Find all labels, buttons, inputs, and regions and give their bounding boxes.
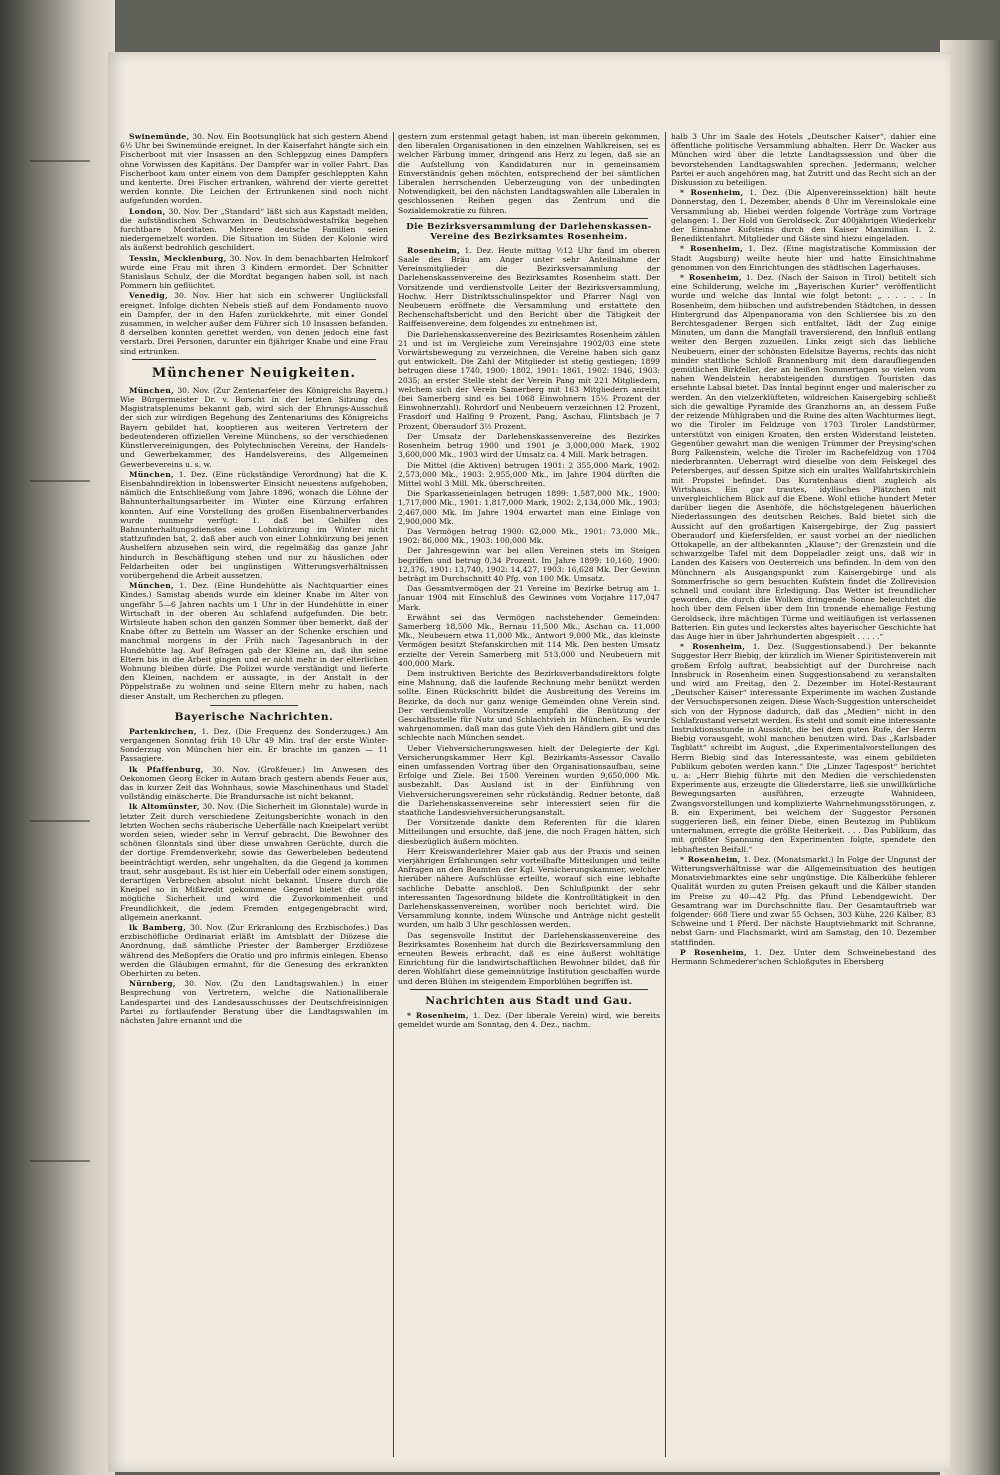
dateline: lk Altomünster, xyxy=(129,802,200,812)
article-paragraph xyxy=(671,948,936,966)
paragraph-text: 1. Dez. (Nach der Saison in Tirol) betitelt sich eine Schilderung, welche im „Bayerischen Kurier“ veröffentlicht wurde und welche das Inntal wie folgt betont: „ . . . . . In Rosenheim, dem hübschen und aufstrebenden Städtchen, in dessen Hintergrund das Alpenpanorama von den Schliersee bis zu den Berchtesgadener Bergen sich entfaltet, lädt der Zug einige Minuten, um dann die Mangfall traversierend, den Innfluß entlang weiter den Bergen zuzueilen. Links zeigt sich das liebliche Neubeuern, einer der schönsten Edelsitze Bayerns, rechts das nicht minder stattliche Schloß Brannenburg mit dem daraufliegenden gemütlichen Birkfeller, der an heißen Sommertagen so vielen vom nahen Wendelstein herabsteigenden durstigen Touristen das ersehnte Labsal bietet. Das Inntal beginnt enger und malerischer zu werden. An den vielzerklüfteten, wildreichen Kaisergebirg schließt sich die gewaltige Pyramide des Granzhorns an, an dessem Fuße der reizende Mühlgraben und die Ruine des alten Wachturmes liegt, wo die Tiroler im Feldzuge von 1703 Tiroler Landstürmer, unterstützt von einigen Kroaten, den ersten Widerstand leisteten. Gegenüber gewahrt man die wenigen Trümmer der Preysing'schen Burg Falkenstein, welche die Tiroler im Rachefeldzug von 1704 niederbrannten. Ueberragt wird dieselbe von dem Felskegel des Petersberges, auf dessen Spitze sich ein uraltes Wallfahrtskirchlein mit Propstei befindet. Das Kuratenhaus dient zugleich als Wirtshaus. Ein gar trautes, idyllisches Plätzchen mit unvergleichlichem Blick auf die Ebene. Wohl etliche hundert Meter darüber liegen die Asenhöfe, die höchstgelegenen bäuerlichen Niederlassungen des deutschen Reiches. Bald bietet sich die Aussicht auf den großartigen Kaisergebirge, der Zug passiert Oberaudorf und Kiefersfelden, er saust vorbei an der niedlichen Ottokapelle, an der altbekannten „Klause“; der Grenzstein und die schwarzgelbe Tafel mit dem Doppeladler zeigt uns, daß wir in Landen des Kaisers von Oesterreich uns befinden. In dem von den Münchnern als Ausgangspunkt zum Kaisergebirge und als Sommerfrische so gern besuchten Kufstein findet die Zollrevision schnell und coulant ihre Erledigung. Das Wetter ist freundlicher geworden, die durch die Wolken dringende Sonne beleuchtet die hoch über dem Felsen über dem Inn tronende ehemalige Festung Geroldseck, ihre mächtigen Türme und weitläufigen ist verlassenen Batterien. Ein gutes und leckerstes altes bayerischer Geschichte hat das Auge hier in über Jahrhunderten abgespielt . . . . .“ xyxy=(671,273,937,641)
paragraph-text: Der Jahresgewinn war bei allen Vereinen stets im Steigen begriffen und betrug 0,34 Prozent. Im Jahre 1899: 10,160, 1900: 12,376, 1901: 13,740, 1902: 14,427, 1903: 16,628 Mk. Der Gewinn beträgt im Durchschnitt 40 Pfg. von 100 Mk. Umsatz. xyxy=(398,546,660,583)
article-paragraph xyxy=(671,642,936,854)
article-paragraph xyxy=(120,291,388,355)
column-right xyxy=(671,132,936,967)
paragraph-text: Ueber Viehversicherungswesen hielt der Delegierte der Kgl. Versicherungskammer Herr Kgl. Bezirkamts-Assessor Cavallo einen umfassenden Vortrag über den Organisationsaufbau, seine Erfolge und Ziele. Bei 1500 Vereinen wurden 9,650,000 Mk. ausbezahlt. Das Ausland ist in der Einführung von Viehversicherungsvereinen sehr rückständig. Redner betonte, daß die Darlehenskassenvereine sehr interessiert seien für die staatliche Landesviehversicherungsanstalt. xyxy=(398,743,660,818)
paragraph-text: Das Vermögen betrug 1900: 62,000 Mk., 1901: 73,000 Mk., 1902: 86,000 Mk., 1903: 100,000 Mk. xyxy=(398,526,660,546)
paragraph-text: Die Darlehenskassenvereine des Bezirksamtes Rosenheim zählen 21 und ist im Vergleiche zum Vereinsjahre 1902/03 eine stete Vorwärtsbewegung zu verzeichnen, die Vereine haben sich ganz gut entwickelt. Die Zahl der Mitglieder ist stetig gestiegen; 1899 betrugen diese 1740, 1900: 1802, 1901: 1861, 1902: 1946, 1903: 2035; an erster Stelle steht der Verein Pang mit 221 Mitgliedern, welchem sich der Verein Samerberg mit 163 Mitgliedern anreiht (bei Samerberg sind es bei 1068 Einwohnern 15⅕ Prozent der Einwohnerzahl). Rohrdorf und Neubeuern verzeichnen 12 Prozent, Frasdorf und Halfing 9 Prozent, Pang, Aschau, Flintsbach je 7 Prozent, Oberaudorf 3½ Prozent. xyxy=(398,329,660,431)
dateline: lk Bamberg, xyxy=(129,923,187,933)
article-paragraph xyxy=(120,386,388,469)
paragraph-text: 30. Nov. Der „Standard“ läßt sich aus Kapstadt melden, die aufständischen Schwarzen in Deutschsüdwestafrika begehen furchtbare Mordtaten. Mehrere deutsche Familien seien niedergemetzelt worden. Die Situation im Süden der Kolonie wird als äußerst bedrohlich geschildert. xyxy=(120,206,388,253)
separator-rule xyxy=(410,218,648,219)
dateline: lk Pfaffenburg, xyxy=(129,764,204,774)
paragraph-text: 1. Dez. (Monatsmarkt.) In Folge der Ungunst der Witterungsverhältnisse war die Allgemeinsituation des heutigen Monatsviehmarktes eine sehr ungünstige. Die Kälberkühe fehlerer Qualität wurden zu guten Preisen gekauft und die Kälber standen im Preise zu 40—42 Pfg. das Pfund Lebendgewicht. Der Gesamtrang war im Durchschnitte flau. Der Gesamtauftrieb war folgender: 668 Tiere und zwar 55 Ochsen, 303 Kühe, 226 Kälber, 83 Schweine und 1 Pferd. Der nächste Hauptviehmarkt mit Schranne, nebst Garn- und Flachsmarkt, wird am Samstag, den 10. Dezember stattfinden. xyxy=(671,854,936,947)
paragraph-text: 1. Dez. Heute mittag ½12 Uhr fand im oberen Saale des Bräu am Anger unter sehr Anteilnahme der Vereinsmitglieder die Bezirksversammlung der Darlehenskassenvereine des Bezirksamtes Rosenheim statt. Der Vorsitzende und verdienstvolle Leiter der Bezirksversammlung, Hochw. Herr Distriktsschulinspektor und Pfarrer Nagl von Neubeuern eröffnete die Versammlung und erstattete den Rechenschaftsbericht und den Bericht über die Tätigkeit der Raiffeisenvereine, dem folgendes zu entnehmen ist. xyxy=(398,245,660,329)
paragraph-text: 30. Nov. Hier hat sich ein schwerer Unglücksfall ereignet. Infolge dichten Nebels stieß auf dem Fondamento nuovo ein Dampfer, der in den Hafen zurückkehrte, mit einer Gondel zusammen, in welcher außer dem Führer sich 10 Insassen befanden. 8 derselben konnten gerettet werden, von denen jedoch eine fast verstarb. Drei Personen, darunter ein 8jähriger Knabe und eine Frau sind ertrunken. xyxy=(120,291,388,356)
dateline: Rosenheim, xyxy=(407,245,460,255)
dateline: * Rosenheim, xyxy=(680,273,742,283)
binding-thread xyxy=(30,1160,90,1162)
dateline: * Rosenheim, xyxy=(680,854,741,864)
article-paragraph xyxy=(120,254,388,291)
article-paragraph xyxy=(120,470,388,580)
paragraph-text: 30. Nov. (Zur Erkrankung des Erzbischofes.) Das erzbischöfliche Ordinariat erläßt im Amtsblatt der Diözese die Anordnung, daß sämtliche Priester der Bamberger Erzdiözese während des Meßopfers die Oratio und pro infirmis einlegen. Ebenso werden die Gläubigen ermahnt, für die Genesung des erkrankten Oberhirten zu beten. xyxy=(120,923,388,979)
paragraph-text: Dem instruktiven Berichte des Bezirksverbandsdirektors folgte eine Mahnung, daß die laufende Rechnung mehr benützt werden sollte. Einen Rückschritt bildet die Ausbreitung des Vereins im Bezirke, da doch nur ganz wenige Gemeinden ohne Verein sind. Der verdienstvolle Vorsitzende empfahl die Benützung der Geschäftsstelle für Nutz und Schlachtvieh in München. Es wurde wahrgenommen, daß man das gute Vieh den Händlern gibt und das schlechte nach München sendet. xyxy=(398,668,660,743)
section-heading: Bayerische Nachrichten. xyxy=(174,710,334,723)
article-paragraph xyxy=(398,432,660,460)
paragraph-text: Das Gesamtvermögen der 21 Vereine im Bezirke betrug am 1. Januar 1904 mit Einschluß des Gewinnes vom Vorjahre 117,047 Mark. xyxy=(398,584,660,612)
article-paragraph xyxy=(120,581,388,701)
dateline: München, xyxy=(129,385,174,395)
dateline: * Rosenheim, xyxy=(680,188,744,198)
article-paragraph xyxy=(120,727,388,764)
column-rule xyxy=(665,132,666,1457)
paragraph-text: 1. Dez. (Die Alpenvereinssektion) hält heute Donnerstag, den 1. Dezember, abends 8 Uhr im Vereinslokale eine Versammlung ab. Hiebei werden folgende Vorträge zum Vortrage gelangen: 1. Der Hold von Geroldseck. Zur 400jährigen Wiederkehr der Einnahme Kufsteins durch den Kaiser Maximilian I. 2. Benediktenfahrt. Mitglieder und Gäste sind hiezu eingeladen. xyxy=(671,188,937,244)
paragraph-text: Der Umsatz der Darlehenskassenvereine des Bezirkes Rosenheim betrug 1900 und 1901 je 3,000,000 Mark, 1902 3,600,000 Mk., 1903 wird der Umsatz ca. 4 Mill. Mark betragen. xyxy=(398,431,660,460)
paragraph-text: 1. Dez. (Eine Hundehütte als Nachtquartier eines Kindes.) Samstag abends wurde ein kleiner Knabe im Alter von ungefähr 5—6 Jahren nachts um 1 Uhr in der Hundehütte in einer Wirtschaft in der oberen Au schlafend aufgefunden. Die betr. Wirtsleute haben schon den ganzen Sommer über bemerkt, daß der Knabe öfter zu Betteln um Wasser an der Schenke erschien und manchmal morgens in der Früh nach Tagesanbruch in der Hundehütte lag. Auf Befragen gab der Kleine an, daß ihn seine Eltern bis in die Arbeit gingen und er nicht mehr in der elterlichen Wohnung bleiben dürfe. Die Polizei wurde verständigt und lieferte den Kleinen, nachdem er aussagte, in der Anstalt in der Pöppelstraße zu wohnen und seine Eltern mehr zu haben, nach dieser Anstalt, um Recherchen zu pflegen. xyxy=(120,581,388,701)
section-heading: Nachrichten aus Stadt und Gau. xyxy=(425,994,633,1007)
article-paragraph xyxy=(398,669,660,743)
binding-thread xyxy=(30,160,90,162)
paragraph-text: Die Sparkasseneinlagen betrugen 1899: 1,587,000 Mk., 1900: 1,717,000 Mk., 1901: 1,817,000 Mark, 1902: 2,134,000 Mk., 1903: 2,467,000 Mk. Im Jahre 1904 erwartet man eine Einlage von 2,900,000 Mk. xyxy=(398,489,660,526)
article-paragraph xyxy=(671,132,936,187)
paragraph-text: 30. Nov. (Zur Zentenarfeier des Königreichs Bayern.) Wie Bürgermeister Dr. v. Borscht in der letzten Sitzung des Magistratsplenums bekannt gab, wird sich der Ehrungs-Ausschuß der sich zur würdigen Begehung des Zentenariums des Königreichs Bayern gebildet hat, kooptieren aus weiteren Vertretern der bedeutenderen offiziellen Vereine Münchens, so der verschiedenen Künstlervereinigungen, des Polytechnischen Vereins, der Handels- und Gewerbekammer, des Handelsvereins, des Allgemeinen Gewerbevereins u. s. w. xyxy=(120,385,388,469)
paragraph-text: Erwähnt sei das Vermögen nachstehender Gemeinden: Samerberg 18,500 Mk., Bernau 11,500 Mk., Aschau ca. 11,000 Mk., Neubeuern etwa 11,000 Mk., Antwort 9,000 Mk., das kleinste Vermögen besitzt Stefanskirchen mit 114 Mk. Den besten Umsatz erzielte der Verein Samerberg mit 513,000 und Neubeuern mit 400,000 Mark. xyxy=(398,612,660,668)
article-paragraph xyxy=(120,979,388,1025)
section-heading: Die Bezirksversammlung der Darlehenskassen-Vereine des Bezirksamtes Rosenheim. xyxy=(406,221,652,242)
article-paragraph xyxy=(398,744,660,818)
article-paragraph xyxy=(398,1011,660,1029)
article-paragraph xyxy=(671,273,936,641)
dateline: Nürnberg, xyxy=(129,979,176,989)
dateline: München, xyxy=(129,469,174,479)
article-paragraph xyxy=(398,246,660,329)
dateline: Venedig, xyxy=(129,291,168,301)
dateline: * Rosenheim, xyxy=(680,244,744,254)
book-binding xyxy=(0,0,115,1475)
binding-thread xyxy=(30,480,90,482)
paragraph-text: 1. Dez. (Der liberale Verein) wird, wie bereits gemeldet wurde am Sonntag, den 4. Dez., nachm. xyxy=(398,1010,661,1030)
paragraph-text: 1. Dez. (Suggestionsabend.) Der bekannte Suggestor Herr Biebig, der kürzlich im Wiener Spiritistenverein mit großem Erfolg auftrat, beabsichtigt auf der Durchreise nach Innsbruck in Rosenheim einen Suggestionsabend zu veranstalten und wird am Freitag, den 2. Dezember im Hotel-Restaurant „Deutscher Kaiser“ interessante Experimente im wachen Zustande der Versuchspersonen zeigen. Diese Wach-Suggestion unterscheidet sich von der Hypnose dadurch, daß das „Medien“ nicht in den Schlafzustand versetzt werden. Es steht und somit eine interessante Instruktionsstunde in Aussicht, die bei dem guten Rufe, der Herrn Biebig vorausgeht, wohl manchen benutzen wird. Das „Karlsbader Tagblatt“ schreibt im August, „die Experimentalvorstellungen des Herrn Biebig sind das Interessanteste, was einem gebildeten Publikum geboten werden kann.“ Die „Linzer Tagespost“ berichtet u. a: „Herr Biebig führte mit den Medien die verschiedensten Experimente aus, erzeugte die Gliederstarre, ließ sie unwillkürliche Bewegungsarten ausführen, erzeugte Wahnideen, Zwangsvorstellungen und komplizierte Wahrnehmungsstörungen, z. B. ein Experiment, bei welchem der Suggestor Personen suggerieren ließ, ein feiner Diebe, einen Beutezug im Publikum unternahmen, erregte die größte Heiterkeit. . . . Das Publikum, das mit größter Spannung den Experimenten folgte, spendete den lebhaftesten Beifall.“ xyxy=(671,642,936,854)
paragraph-text: Die Mittel (die Aktiven) betrugen 1901: 2 355,000 Mark, 1902: 2,573,000 Mk., 1903: 2,955,000 Mk., im Jahre 1904 dürften die Mittel wohl 3 Mill. Mk. überschreiten. xyxy=(398,460,660,488)
article-paragraph xyxy=(398,132,660,215)
dateline: Swinemünde, xyxy=(129,132,190,141)
article-paragraph xyxy=(398,546,660,583)
article-paragraph xyxy=(398,584,660,612)
article-paragraph xyxy=(120,923,388,978)
article-paragraph xyxy=(120,765,388,802)
article-paragraph xyxy=(398,847,660,930)
article-paragraph xyxy=(398,613,660,668)
dateline: * Rosenheim, xyxy=(407,1010,469,1020)
paragraph-text: 1. Dez. (Die Frequenz des Sonderzuges.) Am vergangenen Sonntag früh 10 Uhr 49 Min. traf der erste Winter-Sonderzug von München hier ein. Er brachte im ganzen — 11 Passagiere. xyxy=(120,726,388,764)
paragraph-text: 30. Nov. Ein Bootsunglück hat sich gestern Abend 6½ Uhr bei Swinemünde ereignet. In der Kaiserfahrt hängte sich ein Fischerboot mit vier Insassen an den Schleppzug eines Dampfers ohne Vorwissen des Kapitäns. Der Dampfer war in voller Fahrt. Das Fischerboot kam unter einem von dem Dampfer geschleppten Kahn und kenterte. Drei Fischer ertranken, während der vierte gerettet werden konnte. Die Leichen der Ertrunkenen sind noch nicht aufgefunden worden. xyxy=(120,132,388,206)
column-middle xyxy=(398,132,660,1030)
article-paragraph xyxy=(671,244,936,272)
section-heading: Münchener Neuigkeiten. xyxy=(151,365,357,381)
paragraph-text: gestern zum erstenmal getagt haben, ist man überein gekommen, den liberalen Organisationen in den einzelnen Wahlkreisen, sei es welcher Färbung immer, dringend ans Herz zu legen, daß sie an die Aufstellung von Kandidaturen nur in gemeinsamem Einverständnis gehen möchten, entsprechend der bei sämtlichen Liberalen herrschenden Ueberzeugung von der unbedingten Notwendigkeit, bei den nächsten Landtagswahlen alle Liberalen in geschlossenen Reihen gegen das Zentrum und die Sozialdemokratie zu führen. xyxy=(398,132,660,215)
paragraph-text: 30. Nov. (Großfeuer.) Im Anwesen des Oekonomen Georg Ecker in Autam brach gestern abends Feuer aus, das in kurzer Zeit das Wohnhaus, sowie Maschinenhaus und Stadel vollständig einäscherte. Die Brandursache ist nicht bekannt. xyxy=(120,764,388,802)
separator-rule xyxy=(410,989,648,990)
separator-rule xyxy=(132,359,376,360)
paragraph-text: 30. Nov. (Zu den Landtagswahlen.) In einer Besprechung von Vertretern, welche die Nationalliberale Landespartei und des Landesausschusses der Deutschfreisinnigen Partei zu fortlaufender Beratung über die Landtagswahlen im nächsten Jahre ernannt und die xyxy=(120,979,388,1026)
separator-rule xyxy=(210,705,298,706)
article-paragraph xyxy=(398,461,660,489)
article-paragraph xyxy=(398,818,660,846)
article-paragraph xyxy=(671,188,936,243)
paragraph-text: 1. Dez. Unter dem Schweinebestand des Hermann Schmederer'schen Schloßgutes in Ebersberg xyxy=(671,947,936,967)
article-paragraph xyxy=(120,207,388,253)
dateline: London, xyxy=(129,206,166,216)
dateline: Partenkirchen, xyxy=(129,726,197,736)
article-paragraph xyxy=(398,489,660,526)
article-paragraph xyxy=(398,931,660,986)
column-rule xyxy=(393,132,394,1457)
paragraph-text: 1. Dez. (Eine magistratische Kommission der Stadt Augsburg) weilte heute hier und hatte Einsichtnahme genommen von den Einrichtungen des städtischen Lagerhauses. xyxy=(671,244,936,272)
article-paragraph xyxy=(398,330,660,431)
paragraph-text: 30. Nov. In dem benachbarten Helmkorf wurde eine Frau mit ihren 3 Kindern ermordet. Der Schnitter Stanislaus Schulz, der die Mordtat begangen haben soll, ist nach Pommern hin geflüchtet. xyxy=(120,253,389,291)
article-paragraph xyxy=(671,855,936,947)
dateline: P Rosenheim, xyxy=(680,947,747,957)
article-paragraph xyxy=(398,527,660,545)
dateline: Tessin, Mecklenburg, xyxy=(129,253,227,263)
column-left xyxy=(120,132,388,1026)
paragraph-text: Herr Kreiswanderlehrer Maier gab aus der Praxis und seinen vierjährigen Erfahrungen sehr vorteilhafte Mitteilungen und teilte Anfragen an den Beamten der Kgl. Versicherungskammer, welcher hierüber nähere Aufschlüsse erteilte, worauf sich eine lebhafte sachliche Debatte anschloß. Den Schlußpunkt der sehr interessanten Tagesordnung bildete die Kontrolltätigkeit in den Darlehenskassenvereinen, worüber noch berichtet wird. Die Versammlung konnte, indem Wünsche und Anträge nicht gestellt wurden, um halb 3 Uhr geschlossen werden. xyxy=(398,846,660,930)
paragraph-text: 1. Dez. (Eine rückständige Verordnung) hat die K. Eisenbahndirektion in lobenswerter Einsicht neuestens aufgehoben, nämlich die Entschließung vom Jahre 1896, wonach die Löhne der Bahnunterhaltungsarbeiter im Winter eine Kürzung erfahren konnten. Auf eine Vorstellung des großen Eisenbahnerverbandes wurde nunmehr verfügt: 1. daß bei Gehilfen des Bahnunterhaltungsdienstes eine Lohnkürzung im Winter nicht stattzufinden hat, 2. daß aber auch von einer Lohnkürzung bei jenen Aushelfern abzusehen sein wird, die regelmäßig das ganze Jahr hindurch in Beschäftigung stehen und nur zu häuslichen oder Feldarbeiten oder bei ungünstigen Witterungsverhältnissen vorübergehend die Arbeit aussetzen. xyxy=(120,469,388,580)
paragraph-text: halb 3 Uhr im Saale des Hotels „Deutscher Kaiser“, dahier eine öffentliche politische Versammlung abhalten. Herr Dr. Wacker aus München wird über die letzte Landtagssession und über die bevorstehenden Landtagswahlen sprechen. Jedermann, welcher Partei er auch angehören mag, hat Zutritt und das Recht sich an der Diskussion zu beteiligen. xyxy=(671,132,936,188)
paragraph-text: Der Vorsitzende dankte dem Referenten für die klaren Mitteilungen und ersuchte, daß jene, die noch Fragen hätten, sich diesbezüglich äußern möchten. xyxy=(398,818,660,846)
article-paragraph xyxy=(120,132,388,206)
paragraph-text: 30. Nov. (Die Sicherheit im Glonntale) wurde in letzter Zeit durch verschiedene Zeitungsberichte wonach in den letzten Wochen sechs räuberische Ueberfälle nach Kneipelart verübt worden seien, wieder sehr in Verruf gebracht. Die Bewohner des schönen Glonntals sind über diese unwahren Gerüchte, durch die der dortige Fremdenverkehr, sowie das Gewerbeleben bedeutend beeinträchtigt werden, sehr ungehalten, da die Gegend ja kommen traut, sehr ausgebaut. Es ist hier ein Ueberfall oder einem sonstigen, derartigen Verbrechen absolut nicht bekannt. Unsere durch die Kneipel so in Mißkredit gekommene Gegend bietet die größt mögliche Sicherheit und wird die Zuvorkommenheit und Freundlichkeit, die jedem Fremden entgegengebracht wird, allgemein anerkannt. xyxy=(120,802,388,922)
dateline: * Rosenheim, xyxy=(680,642,746,652)
article-paragraph xyxy=(120,802,388,922)
paragraph-text: Das segensvolle Institut der Darlehenskassenvereine des Bezirksamtes Rosenheim hat durch die Bezirksversammlung den erneuten Beweis erbracht, daß es eine äußerst wohltätige Einrichtung für die landwirtschaftlichen Bewohner bildet, daß für deren Wohlfahrt diese gemeinnützige Institution geschaffen wurde und deren Blühen im steigendem Emporblühen begriffen ist. xyxy=(398,930,660,986)
dateline: München, xyxy=(129,581,174,591)
binding-thread xyxy=(30,820,90,822)
